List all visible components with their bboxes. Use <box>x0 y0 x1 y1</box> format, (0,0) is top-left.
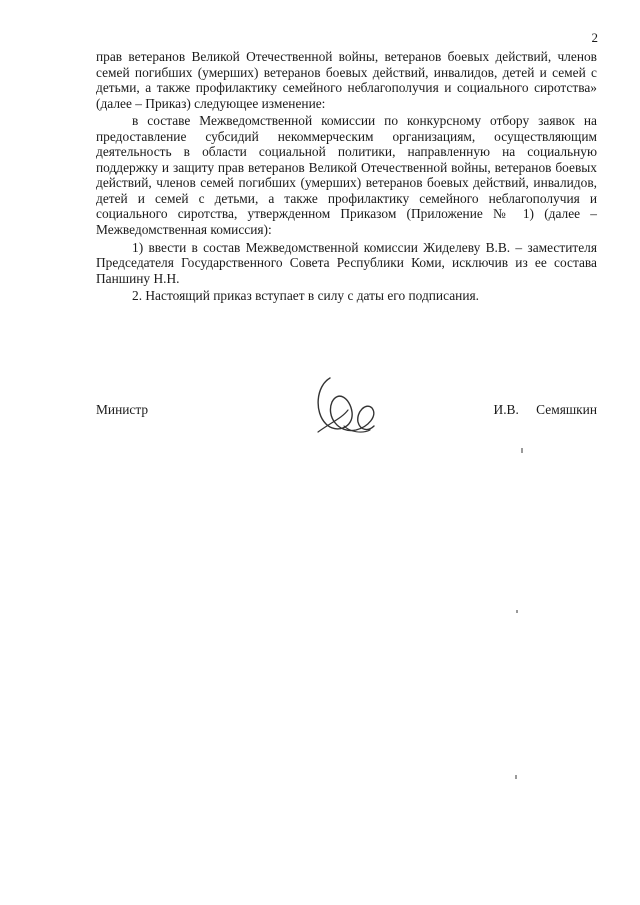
paragraph-item-2: 2. Настоящий приказ вступает в силу с даты его подписания. <box>132 288 479 304</box>
paragraph-commission-composition: в составе Межведомственной комиссии по конкурсному отбору заявок на предоставление субсидий некоммерческим организациям, осуществляющим деятельность в области социальной политики, направленную на социальную поддержку и защиту прав ветеранов Великой Отечественной войны, ветеранов боевых действий, членов семей погибших (умерших) ветеранов боевых действий, инвалидов, детей и семей с детьми, а также профилактику семейного неблагополучия и социального сиротства, утвержденном Приказом (Приложение № 1) (далее – Межведомственная комиссия): <box>96 113 597 238</box>
paragraph-continuation: прав ветеранов Великой Отечественной войны, ветеранов боевых действий, членов семей погибших (умерших) ветеранов боевых действий, инвалидов, детей и семей с детьми, а также профилактику семейного неблагополучия и социального сиротства» (далее – Приказ) следующее изменение: <box>96 49 597 111</box>
scan-artifact <box>515 775 517 779</box>
scan-artifact <box>521 448 523 453</box>
handwritten-signature <box>308 372 388 442</box>
signatory-name: И.В. Семяшкин <box>493 402 597 417</box>
document-body <box>96 49 597 306</box>
paragraph-item-1: 1) ввести в состав Межведомственной комиссии Жиделеву В.В. – заместителя Председателя Государственного Совета Республики Коми, исключив из ее состава Паншину Н.Н. <box>96 239 597 286</box>
page-number: 2 <box>591 30 598 45</box>
signature-block <box>96 372 597 452</box>
signatory-title: Министр <box>96 402 149 417</box>
scan-artifact <box>516 610 518 613</box>
